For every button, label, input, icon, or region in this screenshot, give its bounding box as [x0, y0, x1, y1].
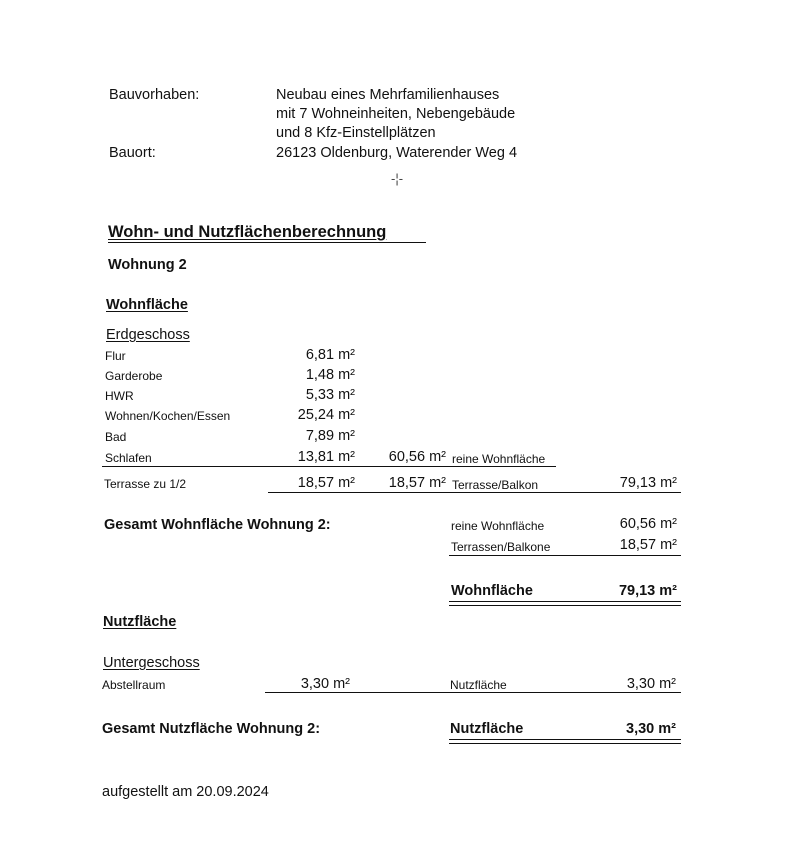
room-name: Bad	[105, 430, 127, 444]
room-area: 7,89 m²	[305, 428, 355, 444]
bauvorhaben-label: Bauvorhaben:	[109, 87, 200, 103]
room-name: HWR	[105, 389, 134, 403]
gesamt-row-label: reine Wohnfläche	[451, 519, 545, 533]
terrasse-sum-line	[268, 492, 681, 493]
wohnflaeche-total-double-line	[449, 601, 681, 606]
bauvorhaben-line-2: mit 7 Wohneinheiten, Nebengebäude	[276, 106, 516, 122]
bauort-value: 26123 Oldenburg, Waterender Weg 4	[276, 145, 518, 161]
room-name: Wohnen/Kochen/Essen	[105, 409, 231, 423]
room-area: 3,30 m²	[300, 676, 350, 692]
terrasse-sum: 18,57 m²	[388, 475, 446, 491]
terrasse-sum-label: Terrasse/Balkon	[452, 478, 539, 492]
wohnflaeche-total-label: Wohnfläche	[451, 583, 533, 599]
room-area: 13,81 m²	[297, 449, 355, 465]
bauvorhaben-line-1: Neubau eines Mehrfamilienhauses	[276, 87, 500, 103]
nutzflaeche-right-label: Nutzfläche	[450, 678, 507, 692]
bauort-label: Bauort:	[109, 145, 156, 161]
gesamt-row-value: 60,56 m²	[619, 516, 677, 532]
untergeschoss-heading: Untergeschoss	[103, 655, 200, 671]
terrasse-area: 18,57 m²	[297, 475, 355, 491]
title-underline	[108, 242, 426, 243]
room-name: Abstellraum	[102, 678, 166, 692]
nutzflaeche-sum-line	[265, 692, 681, 693]
room-name: Flur	[105, 349, 126, 363]
room-area: 5,33 m²	[305, 387, 355, 403]
crosshair-icon: -¦-	[391, 171, 404, 186]
erdgeschoss-heading: Erdgeschoss	[106, 327, 190, 343]
room-name: Schlafen	[105, 451, 152, 465]
nutzflaeche-total-value: 3,30 m²	[626, 721, 676, 737]
nutzflaeche-total-label: Nutzfläche	[450, 721, 524, 737]
document-title: Wohn- und Nutzflächenberechnung	[108, 223, 387, 241]
wohnflaeche-total-value: 79,13 m²	[618, 583, 677, 599]
unit-title: Wohnung 2	[108, 257, 187, 273]
aufgestellt-date: aufgestellt am 20.09.2024	[102, 784, 269, 800]
room-area: 6,81 m²	[305, 347, 355, 363]
terrasse-label: Terrasse zu 1/2	[104, 477, 187, 491]
wohnflaeche-heading: Wohnfläche	[106, 297, 188, 313]
reine-wohnflaeche-sum: 60,56 m²	[388, 449, 446, 465]
nutzflaeche-right-value: 3,30 m²	[626, 676, 676, 692]
room-area: 1,48 m²	[305, 367, 355, 383]
wohnflaeche-total-right: 79,13 m²	[619, 475, 677, 491]
nutzflaeche-total-double-line	[449, 739, 681, 744]
gesamt-sum-line	[449, 555, 681, 556]
bauvorhaben-line-3: und 8 Kfz-Einstellplätzen	[276, 125, 436, 141]
gesamt-nutzflaeche-label: Gesamt Nutzfläche Wohnung 2:	[102, 721, 321, 737]
gesamt-wohnflaeche-label: Gesamt Wohnfläche Wohnung 2:	[104, 517, 331, 533]
gesamt-row-label: Terrassen/Balkone	[451, 540, 551, 554]
gesamt-row-value: 18,57 m²	[619, 537, 677, 553]
room-name: Garderobe	[105, 369, 163, 383]
room-area: 25,24 m²	[297, 407, 355, 423]
erdgeschoss-sum-line	[102, 466, 556, 467]
nutzflaeche-heading: Nutzfläche	[103, 614, 177, 630]
reine-wohnflaeche-sum-label: reine Wohnfläche	[452, 452, 546, 466]
